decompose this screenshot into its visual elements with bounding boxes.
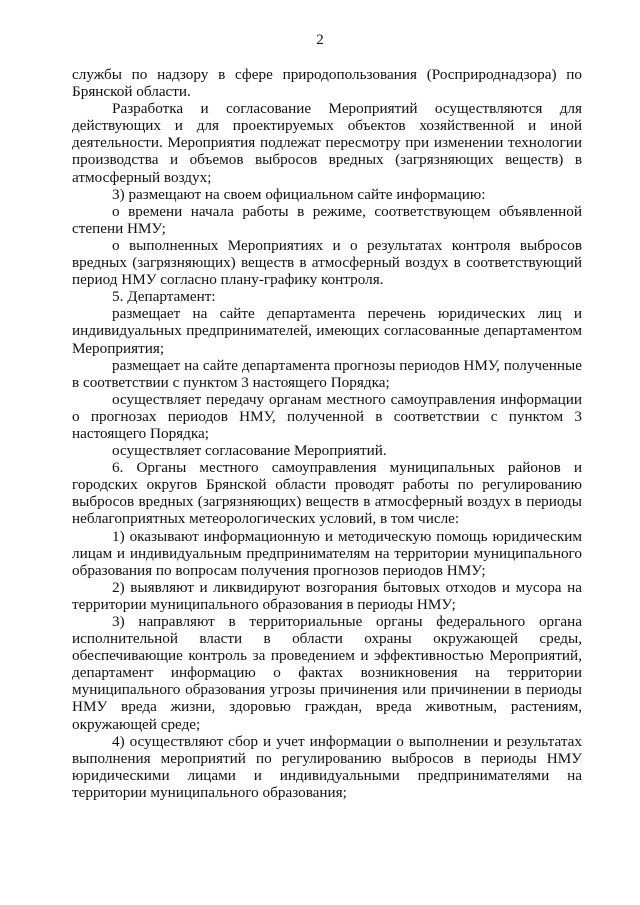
paragraph-forecasts: размещает на сайте департамента прогнозы периодов НМУ, полученные в соответствии с пунктом 3 настоящего Порядка;: [72, 356, 582, 391]
paragraph-section-5-heading: 5. Департамент:: [112, 288, 216, 306]
paragraph-approval: осуществляет согласование Мероприятий.: [112, 442, 387, 460]
paragraph-item-3-reporting: 3) направляют в территориальные органы федерального органа исполнительной власти в области охраны окружающей среды, обеспечивающие контроль за проведением и эффективностью Мероприятий, департамент информацию о фактах возникновения на территории муниципального образования угрозы причинения или причинении в периоды НМУ вреда жизни, здоровью граждан, вреда животным, растениям, окружающей среде;: [72, 613, 582, 733]
paragraph-section-6-heading: 6. Органы местного самоуправления муниципальных районов и городских округов Брянской области проводят работы по регулированию выбросов вредных (загрязняющих) веществ в атмосферный воздух в периоды неблагоприятных метеорологических условий, в том числе:: [72, 459, 582, 528]
page-number: 2: [316, 32, 324, 48]
paragraph-continuation: службы по надзору в сфере природопользования (Росприроднадзора) по Брянской области.: [72, 66, 582, 101]
paragraph-start-time: о времени начала работы в режиме, соответствующем объявленной степени НМУ;: [72, 202, 582, 237]
paragraph-item-1-assistance: 1) оказывают информационную и методическую помощь юридическим лицам и индивидуальным предпринимателям на территории муниципального образования по вопросам получения прогнозов периодов НМУ;: [72, 527, 582, 579]
paragraph-transfer-info: осуществляет передачу органам местного самоуправления информации о прогнозах периодов НМУ, полученной в соответствии с пунктом 3 настоящего Порядка;: [72, 390, 582, 442]
paragraph-completed-measures: о выполненных Мероприятиях и о результатах контроля выбросов вредных (загрязняющих) веществ в атмосферный воздух в соответствующий период НМУ согласно плану-графику контроля.: [72, 236, 582, 289]
paragraph-item-3-publish: 3) размещают на своем официальном сайте информацию:: [112, 185, 486, 203]
paragraph-list-of-entities: размещает на сайте департамента перечень юридических лиц и индивидуальных предпринимателей, имеющих согласованные департаментом Мероприятия;: [72, 305, 582, 357]
paragraph-development-approval: Разработка и согласование Мероприятий осуществляются для действующих и для проектируемых объектов хозяйственной и иной деятельности. Мероприятия подлежат пересмотру при изменении технологии производства и объемов выбросов вредных (загрязняющих веществ) в атмосферный воздух;: [72, 100, 582, 186]
paragraph-item-2-fires: 2) выявляют и ликвидируют возгорания бытовых отходов и мусора на территории муниципального образования в периоды НМУ;: [72, 578, 582, 613]
document-body: [72, 66, 582, 801]
paragraph-item-4-collection: 4) осуществляют сбор и учет информации о выполнении и результатах выполнения мероприятий по регулированию выбросов в периоды НМУ юридическими лицами и индивидуальными предпринимателями на территории муниципального образования;: [72, 732, 582, 801]
